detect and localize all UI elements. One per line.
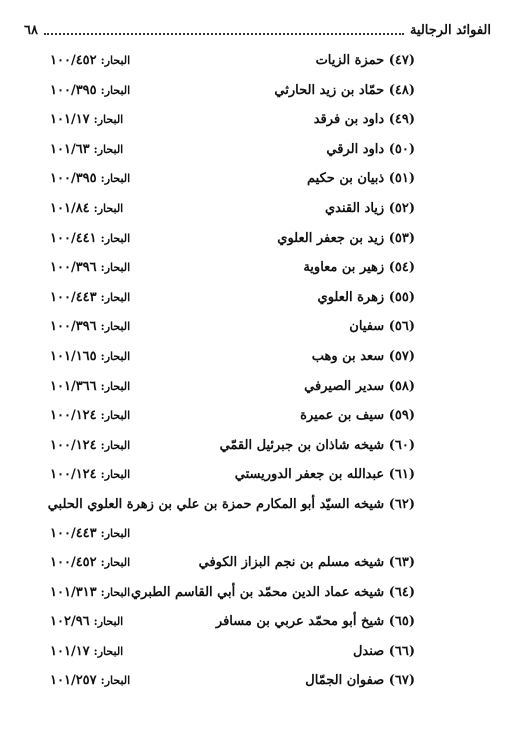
list-item	[0, 638, 515, 668]
list-item	[0, 165, 515, 195]
reference-source: البحار:	[100, 290, 131, 304]
header-leader-dots	[44, 33, 404, 35]
reference-volume-page: ١٠٠/٤٥٢	[50, 554, 97, 570]
bihar-reference	[50, 290, 130, 305]
bihar-reference	[50, 644, 123, 659]
reference-source: البحار:	[100, 231, 131, 245]
reference-volume-page: ١٠١/١٧	[50, 112, 90, 128]
reference-source: البحار:	[100, 674, 131, 688]
list-item	[0, 432, 515, 462]
bihar-reference	[50, 408, 130, 423]
bihar-reference	[50, 201, 123, 216]
bihar-reference	[50, 349, 130, 364]
reference-volume-page: ١٠١/١٧	[50, 643, 90, 659]
running-title: الفوائد الرجالية	[409, 22, 491, 38]
narrator-name: (٤٧) حمزة الزيات	[315, 53, 415, 68]
page-number: ٦٨	[24, 22, 38, 38]
reference-volume-page: ١٠٠/١٢٤	[50, 437, 97, 453]
list-item	[0, 106, 515, 136]
narrator-name: (٤٩) داود بن فرقد	[313, 112, 415, 128]
bihar-reference	[50, 673, 130, 688]
list-item	[0, 47, 515, 77]
reference-source: البحار:	[100, 54, 131, 67]
list-item	[0, 77, 515, 107]
list-item	[0, 343, 515, 373]
bihar-reference	[50, 260, 130, 275]
narrator-name: (٦٤) شيخه عماد الدين محمّد بن أبي القاسم الطبري	[130, 584, 415, 600]
narrator-name: (٥٦) سفيان	[349, 319, 415, 335]
narrator-name: (٦٠) شيخه شاذان بن جبرئيل القمّي	[219, 437, 415, 453]
bihar-reference	[50, 231, 130, 246]
reference-source: البحار:	[100, 526, 131, 540]
bihar-reference	[50, 319, 130, 334]
reference-source: البحار:	[100, 585, 131, 599]
reference-volume-page: ١٠٠/١٢٤	[50, 408, 97, 424]
reference-volume-page: ١٠٢/٩٦	[50, 614, 90, 630]
narrator-name: (٥٣) زيد بن جعفر العلوي	[277, 230, 415, 246]
reference-volume-page: ١٠٠/٤٤١	[50, 230, 97, 246]
list-item	[0, 313, 515, 343]
list-item	[0, 461, 515, 491]
list-item	[0, 373, 515, 403]
narrator-name: (٥٥) زهرة العلوي	[317, 289, 415, 305]
reference-source: البحار:	[93, 142, 124, 156]
reference-source: البحار:	[100, 438, 131, 452]
list-item	[0, 579, 515, 609]
list-item	[0, 491, 515, 549]
narrator-name: (٦١) عبدالله بن جعفر الدوريستي	[234, 467, 415, 483]
reference-source: البحار:	[93, 644, 124, 658]
narrator-name: (٥٨) سدير الصيرفي	[304, 378, 415, 394]
reference-source: البحار:	[100, 261, 131, 275]
bihar-reference	[50, 83, 130, 98]
list-item	[0, 195, 515, 225]
reference-volume-page: ١٠٠/٤٤٣	[50, 525, 97, 541]
reference-source: البحار:	[100, 320, 131, 334]
bihar-reference	[50, 142, 123, 157]
bihar-reference	[50, 585, 130, 600]
narrator-name: (٥٩) سيف بن عميرة	[300, 408, 415, 424]
reference-volume-page: ١٠٠/٤٤٣	[50, 289, 97, 305]
bihar-reference	[50, 467, 130, 482]
reference-volume-page: ١٠١/٣٦٦	[50, 378, 97, 394]
narrator-name: (٦٥) شيخ أبو محمّد عربي بن مسافر	[215, 614, 415, 630]
list-item	[0, 608, 515, 638]
narrator-name: (٥١) ذبيان بن حكيم	[307, 171, 415, 187]
page-header	[24, 20, 491, 40]
bihar-reference	[50, 555, 130, 570]
bihar-reference	[50, 53, 130, 68]
reference-volume-page: ١٠٠/١٢٤	[50, 467, 97, 483]
reference-volume-page: ١٠١/٦٣	[50, 141, 90, 157]
list-item	[0, 254, 515, 284]
narrator-name: (٦٢) شيخه السيّد أبو المكارم حمزة بن علي بن زهرة العلوي الحلبي	[47, 496, 415, 512]
reference-volume-page: ١٠٠/٣٩٥	[50, 82, 97, 98]
reference-volume-page: ١٠١/٨٤	[50, 200, 90, 216]
bihar-reference	[50, 614, 123, 629]
reference-source: البحار:	[100, 555, 131, 569]
narrator-name: (٥٧) سعد بن وهب	[311, 348, 415, 364]
bihar-reference	[50, 379, 130, 394]
reference-volume-page: ١٠٠/٣٩٦	[50, 319, 97, 335]
reference-volume-page: ١٠٠/٣٩٦	[50, 260, 97, 276]
narrator-name: (٥٠) داود الرقي	[326, 141, 415, 157]
reference-source: البحار:	[100, 379, 131, 393]
reference-source: البحار:	[100, 409, 131, 423]
reference-source: البحار:	[93, 113, 124, 127]
bihar-reference	[50, 112, 123, 127]
narrator-name: (٤٨) حمّاد بن زيد الحارثي	[274, 82, 415, 98]
reference-source: البحار:	[100, 83, 131, 97]
reference-source: البحار:	[100, 468, 131, 482]
list-item	[0, 225, 515, 255]
narrator-name: (٦٦) صندل	[352, 643, 415, 659]
reference-source: البحار:	[100, 172, 131, 186]
reference-source: البحار:	[93, 615, 124, 629]
narrator-name: (٦٣) شيخه مسلم بن نجم البزاز الكوفي	[198, 554, 415, 570]
reference-volume-page: ١٠١/٢٥٧	[50, 673, 97, 689]
reference-source: البحار:	[93, 201, 124, 215]
reference-source: البحار:	[100, 349, 131, 363]
reference-volume-page: ١٠١/٣١٣	[50, 584, 97, 600]
reference-volume-page: ١٠٠/٣٩٥	[50, 171, 97, 187]
reference-volume-page: ١٠١/١٦٥	[50, 348, 97, 364]
narrator-name: (٥٢) زياد القندي	[324, 200, 415, 216]
narrator-name: (٥٤) زهير بن معاوية	[303, 260, 415, 276]
bihar-reference	[50, 438, 130, 453]
reference-volume-page: ١٠٠/٤٥٢	[50, 53, 97, 68]
list-item	[0, 284, 515, 314]
list-item	[0, 402, 515, 432]
narrator-name: (٦٧) صفوان الجمّال	[305, 673, 415, 689]
bihar-reference	[50, 171, 130, 186]
bihar-reference	[50, 526, 130, 541]
list-item	[0, 667, 515, 697]
list-item	[0, 136, 515, 166]
list-item	[0, 549, 515, 579]
narrator-list	[0, 47, 515, 697]
